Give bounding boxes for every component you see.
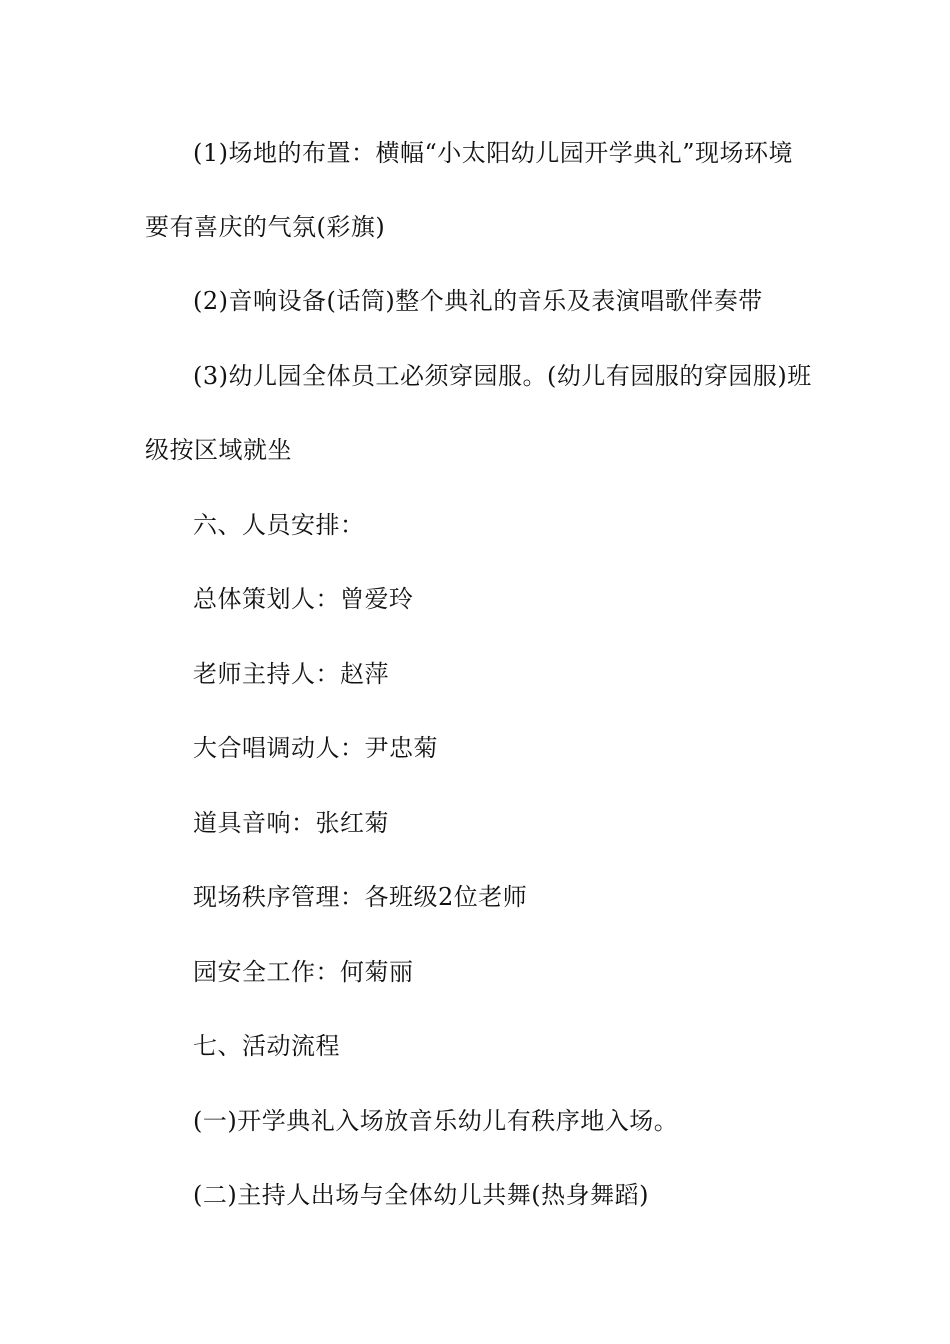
staff-planner: 总体策划人：曾爱玲 [193, 585, 414, 613]
process-step-1: (一)开学典礼入场放音乐幼儿有秩序地入场。 [193, 1107, 679, 1135]
section-heading-staff: 六、人员安排： [193, 511, 365, 539]
paragraph-audio-equipment: (2)音响设备(话筒)整个典礼的音乐及表演唱歌伴奏带 [193, 287, 763, 315]
staff-host: 老师主持人：赵萍 [193, 660, 389, 688]
process-step-2: (二)主持人出场与全体幼儿共舞(热身舞蹈) [193, 1181, 649, 1209]
staff-choir-coordinator: 大合唱调动人：尹忠菊 [193, 734, 438, 762]
section-heading-process: 七、活动流程 [193, 1032, 340, 1060]
paragraph-uniforms-cont: 级按区域就坐 [145, 436, 292, 464]
paragraph-venue-setup-cont: 要有喜庆的气氛(彩旗) [145, 213, 386, 241]
paragraph-uniforms: (3)幼儿园全体员工必须穿园服。(幼儿有园服的穿园服)班 [193, 362, 812, 390]
staff-safety: 园安全工作：何菊丽 [193, 958, 414, 986]
staff-order-management: 现场秩序管理：各班级2位老师 [193, 883, 528, 911]
paragraph-venue-setup: (1)场地的布置：横幅“小太阳幼儿园开学典礼”现场环境 [193, 139, 794, 167]
staff-props-audio: 道具音响：张红菊 [193, 809, 389, 837]
